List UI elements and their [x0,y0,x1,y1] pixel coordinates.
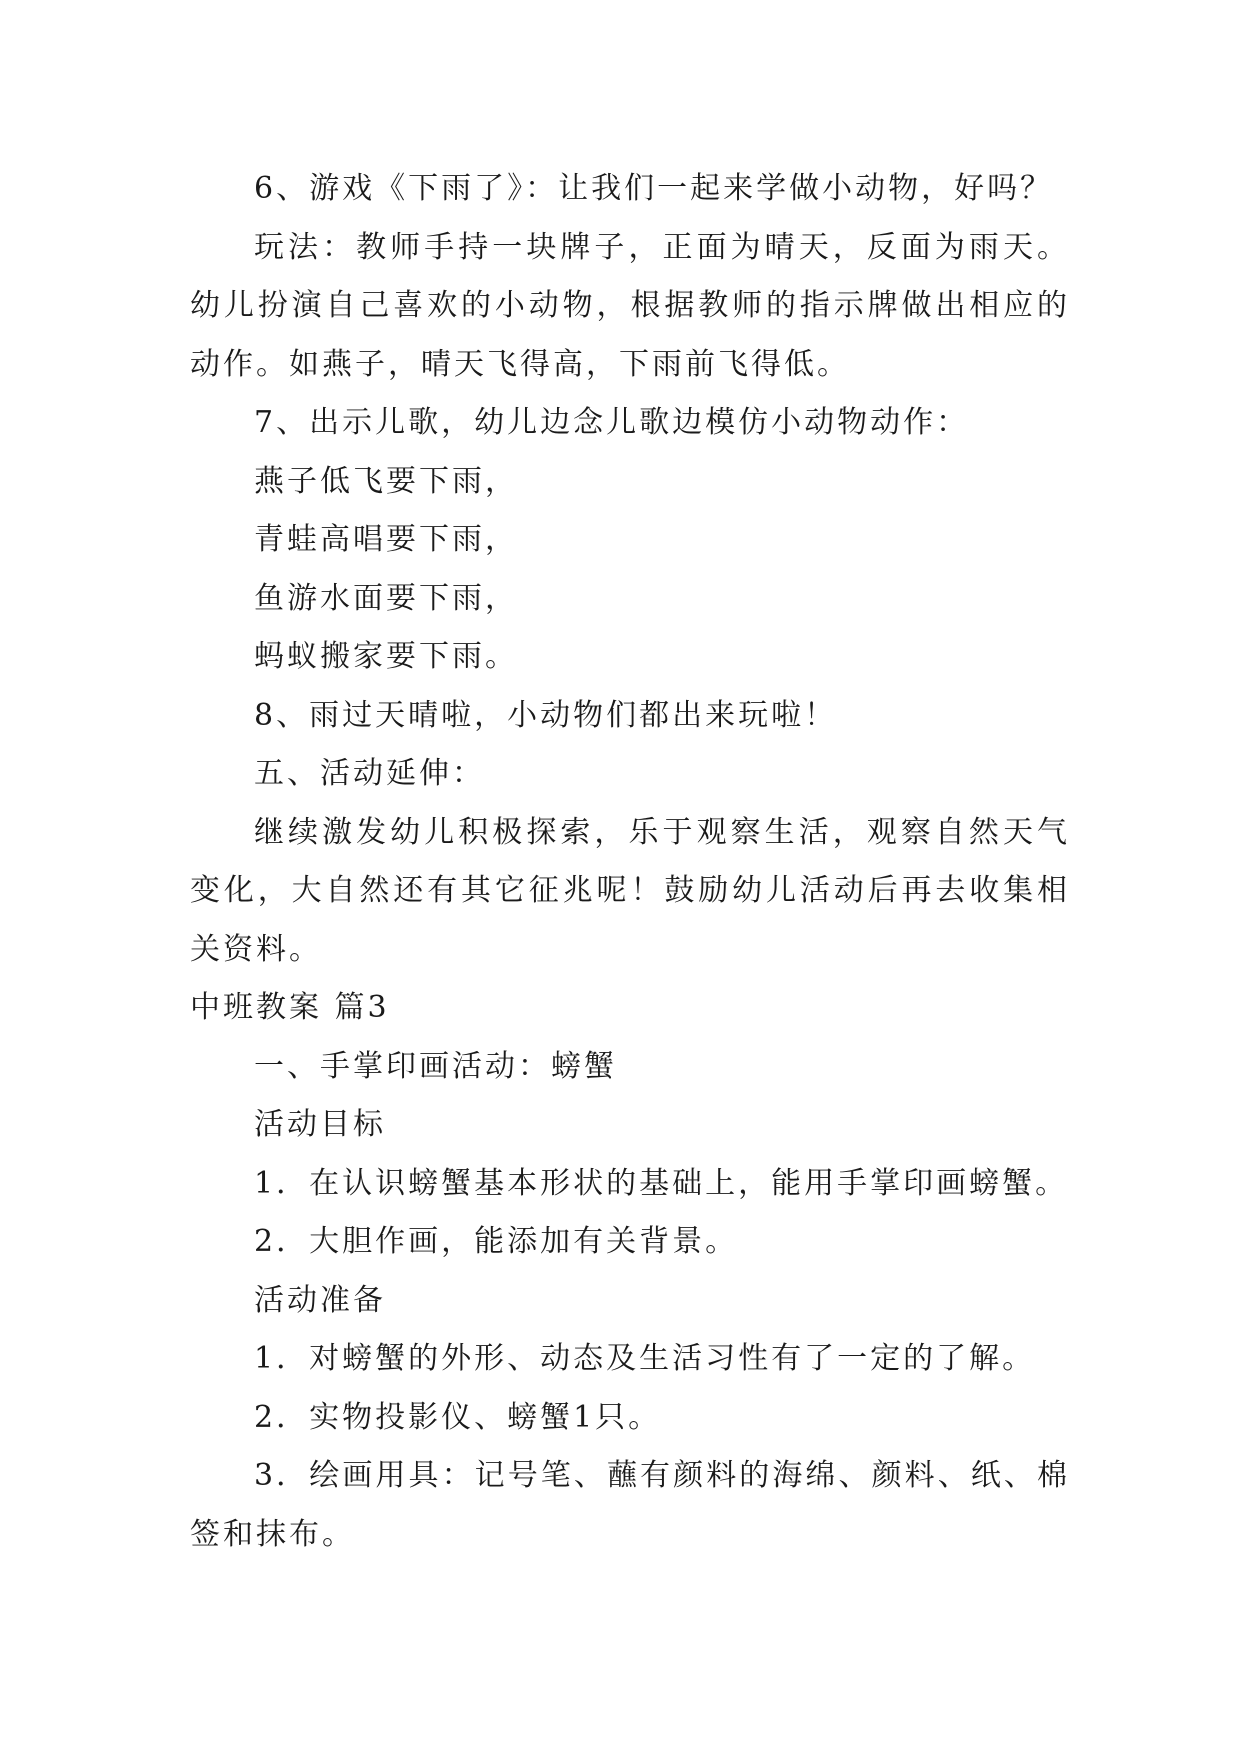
paragraph-show-song: 7、出示儿歌，幼儿边念儿歌边模仿小动物动作： [254,405,970,440]
goal-item-2: 2．大胆作画，能添加有关背景。 [254,1224,739,1259]
paragraph-extension-body: 继续激发幼儿积极探索，乐于观察生活，观察自然天气变化，大自然还有其它征兆呢！鼓励幼儿活动后再去收集相关资料。 [190,814,1070,967]
prep-item-1: 1．对螃蟹的外形、动态及生活习性有了一定的了解。 [254,1341,1036,1376]
document-body [190,160,1070,1564]
goal-item-1: 1．在认识螃蟹基本形状的基础上，能用手掌印画螃蟹。 [254,1165,1069,1201]
song-line-3: 鱼游水面要下雨， [254,580,518,616]
heading-activity-extension: 五、活动延伸： [254,756,485,791]
prep-item-3: 3．绘画用具：记号笔、蘸有颜料的海绵、颜料、纸、棉签和抹布。 [190,1458,1070,1552]
section-title-lesson-3: 中班教案 篇3 [190,990,390,1025]
heading-activity-goals: 活动目标 [254,1107,386,1142]
paragraph-game-rules: 玩法：教师手持一块牌子，正面为晴天，反面为雨天。幼儿扮演自己喜欢的小动物，根据教师的指示牌做出相应的动作。如燕子，晴天飞得高，下雨前飞得低。 [190,229,1070,382]
song-line-4: 蚂蚁搬家要下雨。 [254,639,518,674]
heading-activity-prep: 活动准备 [254,1282,386,1318]
prep-item-2: 2．实物投影仪、螃蟹1只。 [254,1399,662,1435]
paragraph-rain-over: 8、雨过天晴啦，小动物们都出来玩啦！ [254,697,838,733]
song-line-2: 青蛙高唱要下雨， [254,522,518,557]
paragraph-game-rain: 6、游戏《下雨了》：让我们一起来学做小动物，好吗？ [254,171,1054,206]
heading-palm-print-crab: 一、手掌印画活动：螃蟹 [254,1048,617,1084]
song-line-1: 燕子低飞要下雨， [254,463,518,499]
